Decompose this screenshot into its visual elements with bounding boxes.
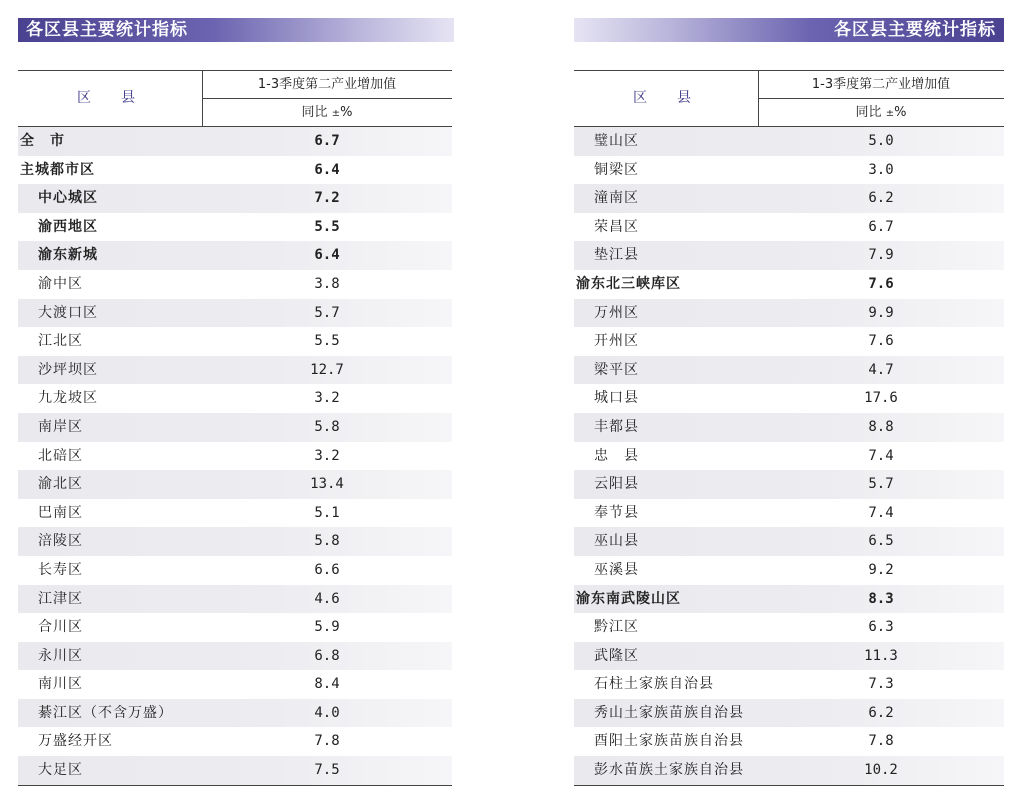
county-name: 渝北区 bbox=[38, 476, 83, 493]
table-row bbox=[18, 184, 452, 213]
county-name: 万州区 bbox=[594, 304, 639, 321]
table-row bbox=[574, 470, 1004, 499]
county-name: 巴南区 bbox=[38, 504, 83, 521]
county-name: 长寿区 bbox=[38, 561, 83, 578]
county-name: 彭水苗族土家族自治县 bbox=[594, 762, 744, 779]
growth-value: 6.8 bbox=[314, 647, 340, 664]
county-name: 铜梁区 bbox=[594, 161, 639, 178]
growth-value: 8.3 bbox=[868, 590, 894, 607]
table-row bbox=[18, 527, 452, 556]
table-row bbox=[574, 585, 1004, 614]
county-name: 潼南区 bbox=[594, 190, 639, 207]
unit-suffix: % bbox=[340, 105, 353, 120]
indicator-title: 1-3季度第二产业增加值 bbox=[758, 71, 1004, 99]
indicator-title: 1-3季度第二产业增加值 bbox=[202, 71, 452, 99]
unit-label bbox=[202, 99, 452, 126]
county-name: 云阳县 bbox=[594, 476, 639, 493]
growth-value: 13.4 bbox=[310, 476, 344, 493]
unit-plusminus: ± bbox=[331, 108, 341, 119]
table-row bbox=[18, 270, 452, 299]
county-name: 奉节县 bbox=[594, 504, 639, 521]
county-name: 黔江区 bbox=[594, 619, 639, 636]
table-row bbox=[18, 642, 452, 671]
county-name: 垫江县 bbox=[594, 247, 639, 264]
growth-value: 4.0 bbox=[314, 704, 340, 721]
indicator-column-header bbox=[758, 71, 1004, 126]
growth-value: 6.4 bbox=[314, 161, 340, 178]
county-name: 涪陵区 bbox=[38, 533, 83, 550]
growth-value: 7.4 bbox=[868, 447, 894, 464]
county-name: 梁平区 bbox=[594, 361, 639, 378]
county-name: 主城都市区 bbox=[20, 161, 95, 178]
unit-suffix: % bbox=[894, 105, 907, 120]
growth-value: 7.5 bbox=[314, 762, 340, 779]
table-row bbox=[574, 184, 1004, 213]
table-row bbox=[18, 213, 452, 242]
growth-value: 4.6 bbox=[314, 590, 340, 607]
table-body bbox=[18, 127, 452, 785]
county-name: 江津区 bbox=[38, 590, 83, 607]
county-name: 巫溪县 bbox=[594, 561, 639, 578]
growth-value: 6.7 bbox=[868, 218, 894, 235]
county-name: 中心城区 bbox=[38, 190, 98, 207]
table-row bbox=[18, 556, 452, 585]
page-banner: 各区县主要统计指标 bbox=[574, 18, 1004, 42]
county-name: 武隆区 bbox=[594, 647, 639, 664]
table-row bbox=[18, 499, 452, 528]
growth-value: 10.2 bbox=[864, 762, 898, 779]
county-column-header: 区 县 bbox=[18, 71, 203, 126]
growth-value: 17.6 bbox=[864, 390, 898, 407]
growth-value: 5.8 bbox=[314, 533, 340, 550]
growth-value: 9.2 bbox=[868, 561, 894, 578]
unit-label bbox=[758, 99, 1004, 126]
table-row bbox=[574, 499, 1004, 528]
growth-value: 5.9 bbox=[314, 619, 340, 636]
table-row bbox=[574, 756, 1004, 785]
county-name: 石柱土家族自治县 bbox=[594, 676, 714, 693]
county-name: 南岸区 bbox=[38, 418, 83, 435]
growth-value: 12.7 bbox=[310, 361, 344, 378]
county-name: 璧山区 bbox=[594, 133, 639, 149]
county-name: 忠 县 bbox=[594, 447, 639, 464]
table-row bbox=[574, 356, 1004, 385]
table-row bbox=[574, 699, 1004, 728]
table-row bbox=[574, 270, 1004, 299]
table-row bbox=[18, 442, 452, 471]
county-name: 渝中区 bbox=[38, 275, 83, 292]
table-row bbox=[574, 556, 1004, 585]
county-name: 渝东新城 bbox=[38, 247, 98, 264]
growth-value: 7.8 bbox=[314, 733, 340, 750]
growth-value: 7.9 bbox=[868, 247, 894, 264]
growth-value: 7.2 bbox=[314, 190, 340, 207]
county-name: 全 市 bbox=[20, 133, 65, 149]
table-row bbox=[18, 727, 452, 756]
county-name: 丰都县 bbox=[594, 418, 639, 435]
growth-value: 3.8 bbox=[314, 275, 340, 292]
table-row bbox=[18, 356, 452, 385]
county-name: 酉阳土家族苗族自治县 bbox=[594, 733, 744, 750]
growth-value: 11.3 bbox=[864, 647, 898, 664]
growth-value: 7.4 bbox=[868, 504, 894, 521]
growth-value: 9.9 bbox=[868, 304, 894, 321]
table-row bbox=[574, 213, 1004, 242]
unit-prefix: 同比 bbox=[301, 105, 328, 120]
growth-value: 8.8 bbox=[868, 418, 894, 435]
growth-value: 5.5 bbox=[314, 218, 340, 235]
table-row bbox=[574, 727, 1004, 756]
county-name: 北碚区 bbox=[38, 447, 83, 464]
table-row bbox=[574, 442, 1004, 471]
county-name: 巫山县 bbox=[594, 533, 639, 550]
table-row bbox=[18, 413, 452, 442]
table-row bbox=[574, 613, 1004, 642]
table-row bbox=[18, 327, 452, 356]
table-body bbox=[574, 127, 1004, 785]
growth-value: 5.8 bbox=[314, 418, 340, 435]
table-bottom-rule bbox=[18, 785, 452, 786]
county-name: 开州区 bbox=[594, 333, 639, 350]
growth-value: 5.5 bbox=[314, 333, 340, 350]
growth-value: 3.0 bbox=[868, 161, 894, 178]
table-row bbox=[18, 670, 452, 699]
growth-value: 7.3 bbox=[868, 676, 894, 693]
table-row bbox=[574, 642, 1004, 671]
county-name: 九龙坡区 bbox=[38, 390, 98, 407]
growth-value: 4.7 bbox=[868, 361, 894, 378]
table-row bbox=[18, 470, 452, 499]
table-row bbox=[18, 384, 452, 413]
growth-value: 7.6 bbox=[868, 275, 894, 292]
table-row bbox=[574, 156, 1004, 185]
county-name: 荣昌区 bbox=[594, 218, 639, 235]
unit-prefix: 同比 bbox=[855, 105, 882, 120]
table-row bbox=[574, 127, 1004, 156]
growth-value: 5.7 bbox=[314, 304, 340, 321]
county-name: 大足区 bbox=[38, 762, 83, 779]
table-row bbox=[18, 241, 452, 270]
table-row bbox=[574, 670, 1004, 699]
growth-value: 6.7 bbox=[314, 133, 340, 149]
table-row bbox=[574, 413, 1004, 442]
table-row bbox=[18, 156, 452, 185]
indicator-column-header bbox=[202, 71, 452, 126]
table-row bbox=[574, 527, 1004, 556]
county-name: 南川区 bbox=[38, 676, 83, 693]
growth-value: 3.2 bbox=[314, 390, 340, 407]
table-row bbox=[574, 241, 1004, 270]
growth-value: 6.6 bbox=[314, 561, 340, 578]
growth-value: 6.4 bbox=[314, 247, 340, 264]
table-row bbox=[18, 756, 452, 785]
county-name: 万盛经开区 bbox=[38, 733, 113, 750]
growth-value: 7.6 bbox=[868, 333, 894, 350]
table-row bbox=[574, 327, 1004, 356]
table-row bbox=[574, 299, 1004, 328]
county-name: 大渡口区 bbox=[38, 304, 98, 321]
growth-value: 6.3 bbox=[868, 619, 894, 636]
growth-value: 3.2 bbox=[314, 447, 340, 464]
stats-table bbox=[18, 70, 452, 786]
table-row bbox=[18, 299, 452, 328]
county-name: 渝东北三峡库区 bbox=[576, 275, 681, 292]
page-banner: 各区县主要统计指标 bbox=[18, 18, 454, 42]
county-name: 永川区 bbox=[38, 647, 83, 664]
growth-value: 6.2 bbox=[868, 704, 894, 721]
county-name: 渝西地区 bbox=[38, 218, 98, 235]
county-name: 江北区 bbox=[38, 333, 83, 350]
table-row bbox=[18, 127, 452, 156]
county-name: 渝东南武陵山区 bbox=[576, 590, 681, 607]
growth-value: 7.8 bbox=[868, 733, 894, 750]
county-name: 合川区 bbox=[38, 619, 83, 636]
table-row bbox=[18, 613, 452, 642]
growth-value: 6.2 bbox=[868, 190, 894, 207]
county-name: 綦江区（不含万盛） bbox=[38, 704, 173, 721]
growth-value: 5.0 bbox=[868, 133, 894, 149]
county-name: 沙坪坝区 bbox=[38, 361, 98, 378]
county-name: 城口县 bbox=[594, 390, 639, 407]
table-bottom-rule bbox=[574, 785, 1004, 786]
table-header bbox=[574, 70, 1004, 127]
table-header bbox=[18, 70, 452, 127]
table-row bbox=[574, 384, 1004, 413]
growth-value: 5.7 bbox=[868, 476, 894, 493]
growth-value: 8.4 bbox=[314, 676, 340, 693]
growth-value: 6.5 bbox=[868, 533, 894, 550]
stats-table bbox=[574, 70, 1004, 786]
county-name: 秀山土家族苗族自治县 bbox=[594, 704, 744, 721]
table-row bbox=[18, 585, 452, 614]
county-column-header: 区 县 bbox=[574, 71, 759, 126]
growth-value: 5.1 bbox=[314, 504, 340, 521]
unit-plusminus: ± bbox=[885, 108, 895, 119]
table-row bbox=[18, 699, 452, 728]
